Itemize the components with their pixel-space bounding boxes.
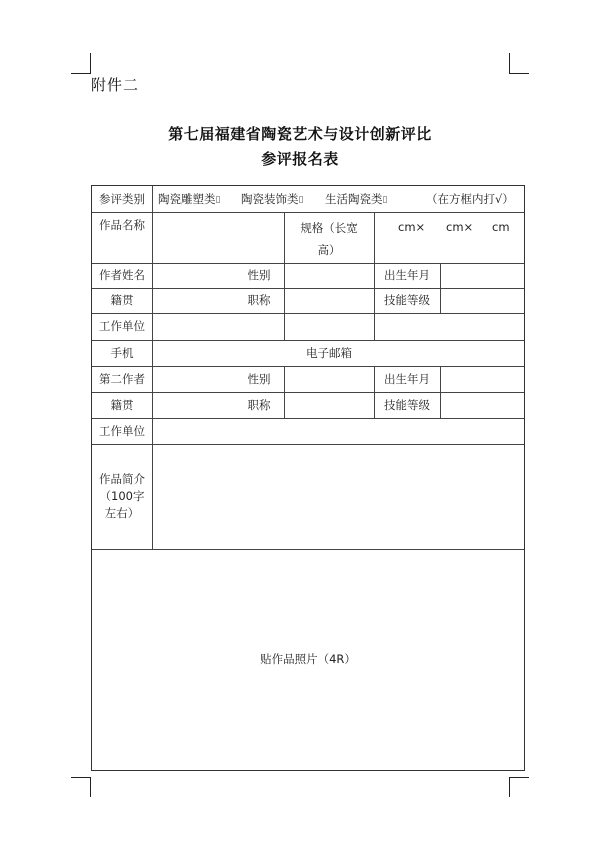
row-divider	[92, 263, 524, 264]
row-divider	[92, 392, 524, 393]
intro-label-line1: 作品简介	[99, 472, 145, 486]
intro-label	[92, 471, 152, 522]
category-label: 参评类别	[99, 192, 145, 206]
category-option-decoration[interactable]	[241, 191, 303, 208]
category-option-daily-ceramics[interactable]	[325, 191, 387, 208]
spec-label	[284, 217, 374, 261]
work-unit-label-2: 工作单位	[99, 424, 145, 438]
form-title: 第七届福建省陶瓷艺术与设计创新评比	[168, 125, 432, 143]
crop-mark-bottom-left-h	[71, 777, 91, 778]
row-divider	[92, 366, 524, 367]
category-option-sculpture[interactable]	[158, 191, 220, 208]
intro-label-line2: （100字	[99, 489, 145, 503]
spec-length-unit: cm×	[398, 220, 426, 234]
spec-label-line2: 高）	[317, 243, 341, 257]
column-divider	[284, 366, 285, 418]
second-author-label: 第二作者	[99, 372, 145, 386]
gender-label-2: 性别	[247, 372, 271, 386]
spec-label-line1: 规格（长宽	[300, 221, 358, 235]
column-divider	[440, 366, 441, 418]
work-unit-label: 工作单位	[99, 319, 145, 333]
crop-mark-bottom-right-h	[509, 777, 529, 778]
skill-level-label-2: 技能等级	[384, 398, 430, 412]
category-note: （在方框内打√）	[426, 192, 514, 206]
crop-mark-bottom-left-v	[90, 777, 91, 797]
mobile-label: 手机	[110, 346, 134, 360]
form-subtitle: 参评报名表	[261, 150, 339, 168]
job-title-label-2: 职称	[247, 398, 271, 412]
row-divider	[92, 418, 524, 419]
author-name-label: 作者姓名	[99, 268, 145, 282]
checkbox-icon[interactable]: ▯	[298, 195, 304, 205]
spec-height-unit: cm	[492, 220, 510, 234]
attachment-label: 附件二	[91, 76, 140, 94]
email-label: 电子邮箱	[306, 346, 352, 360]
birth-label: 出生年月	[384, 268, 430, 282]
intro-label-line3: 左右）	[104, 506, 140, 520]
job-title-label: 职称	[247, 293, 271, 307]
intro-field[interactable]	[153, 445, 525, 549]
photo-label: 贴作品照片（4R）	[260, 652, 356, 666]
crop-mark-top-right-v	[509, 53, 510, 73]
category-option-decoration-label: 陶瓷装饰类	[241, 192, 299, 206]
work-name-field[interactable]	[153, 213, 284, 263]
row-divider	[92, 288, 524, 289]
spec-width-unit: cm×	[446, 220, 474, 234]
crop-mark-top-left-v	[90, 53, 91, 73]
crop-mark-bottom-right-v	[509, 777, 510, 797]
work-name-label: 作品名称	[99, 218, 145, 232]
native-place-label: 籍贯	[110, 293, 134, 307]
category-option-sculpture-label: 陶瓷雕塑类	[158, 192, 216, 206]
crop-mark-top-left-h	[71, 73, 91, 74]
registration-form-table	[91, 185, 525, 771]
skill-level-label: 技能等级	[384, 293, 430, 307]
crop-mark-top-right-h	[509, 73, 529, 74]
gender-label: 性别	[247, 268, 271, 282]
column-divider	[440, 263, 441, 313]
checkbox-icon[interactable]: ▯	[215, 195, 221, 205]
category-option-daily-ceramics-label: 生活陶瓷类	[325, 192, 383, 206]
row-divider	[92, 340, 524, 341]
row-divider	[92, 313, 524, 314]
checkbox-icon[interactable]: ▯	[382, 195, 388, 205]
birth-label-2: 出生年月	[384, 372, 430, 386]
native-place-label-2: 籍贯	[110, 398, 134, 412]
